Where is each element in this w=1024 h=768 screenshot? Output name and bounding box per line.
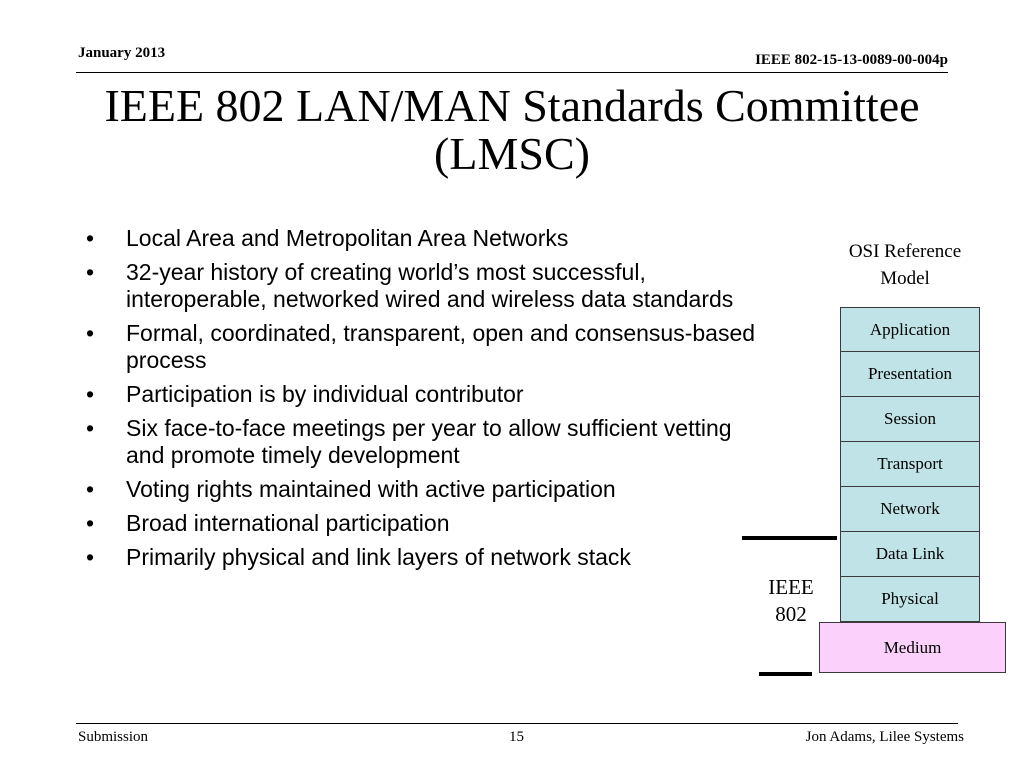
bullet-list bbox=[86, 225, 766, 578]
slide-title: IEEE 802 LAN/MAN Standards Committee (LMSC) bbox=[104, 80, 920, 179]
header-divider bbox=[76, 72, 948, 73]
osi-medium: Medium bbox=[819, 622, 1006, 673]
osi-layer-presentation: Presentation bbox=[840, 352, 980, 397]
footer-divider bbox=[76, 723, 958, 724]
bullet-item: • Participation is by individual contributor bbox=[86, 381, 766, 408]
header-document-id: IEEE 802-15-13-0089-00-004p bbox=[755, 52, 948, 68]
osi-layer-transport: Transport bbox=[840, 442, 980, 487]
ieee-scope-line-bottom bbox=[759, 672, 812, 676]
osi-layer-stack bbox=[840, 307, 980, 622]
footer-author: Jon Adams, Lilee Systems bbox=[805, 729, 964, 745]
osi-layer-session: Session bbox=[840, 397, 980, 442]
bullet-item: • Local Area and Metropolitan Area Networks bbox=[86, 225, 766, 252]
bullet-item: • Broad international participation bbox=[86, 510, 766, 537]
footer-page-number: 15 bbox=[509, 729, 524, 745]
osi-model-caption: OSI Reference Model bbox=[848, 241, 962, 289]
bullet-item: • Voting rights maintained with active participation bbox=[86, 476, 766, 503]
bullet-item: • Six face-to-face meetings per year to allow sufficient vetting and promote timely development bbox=[86, 415, 766, 469]
bullet-item: • Formal, coordinated, transparent, open and consensus-based process bbox=[86, 320, 766, 374]
osi-layer-data-link: Data Link bbox=[840, 532, 980, 577]
header-date: January 2013 bbox=[78, 45, 166, 61]
ieee-802-label: IEEE 802 bbox=[768, 575, 814, 626]
footer-submission: Submission bbox=[78, 729, 149, 745]
bullet-item: • Primarily physical and link layers of network stack bbox=[86, 544, 766, 571]
osi-layer-application: Application bbox=[840, 307, 980, 352]
osi-layer-physical: Physical bbox=[840, 577, 980, 622]
ieee-scope-line-top bbox=[742, 536, 837, 540]
osi-layer-network: Network bbox=[840, 487, 980, 532]
bullet-item: • 32-year history of creating world’s most successful, interoperable, networked wired and wireless data standards bbox=[86, 259, 766, 313]
